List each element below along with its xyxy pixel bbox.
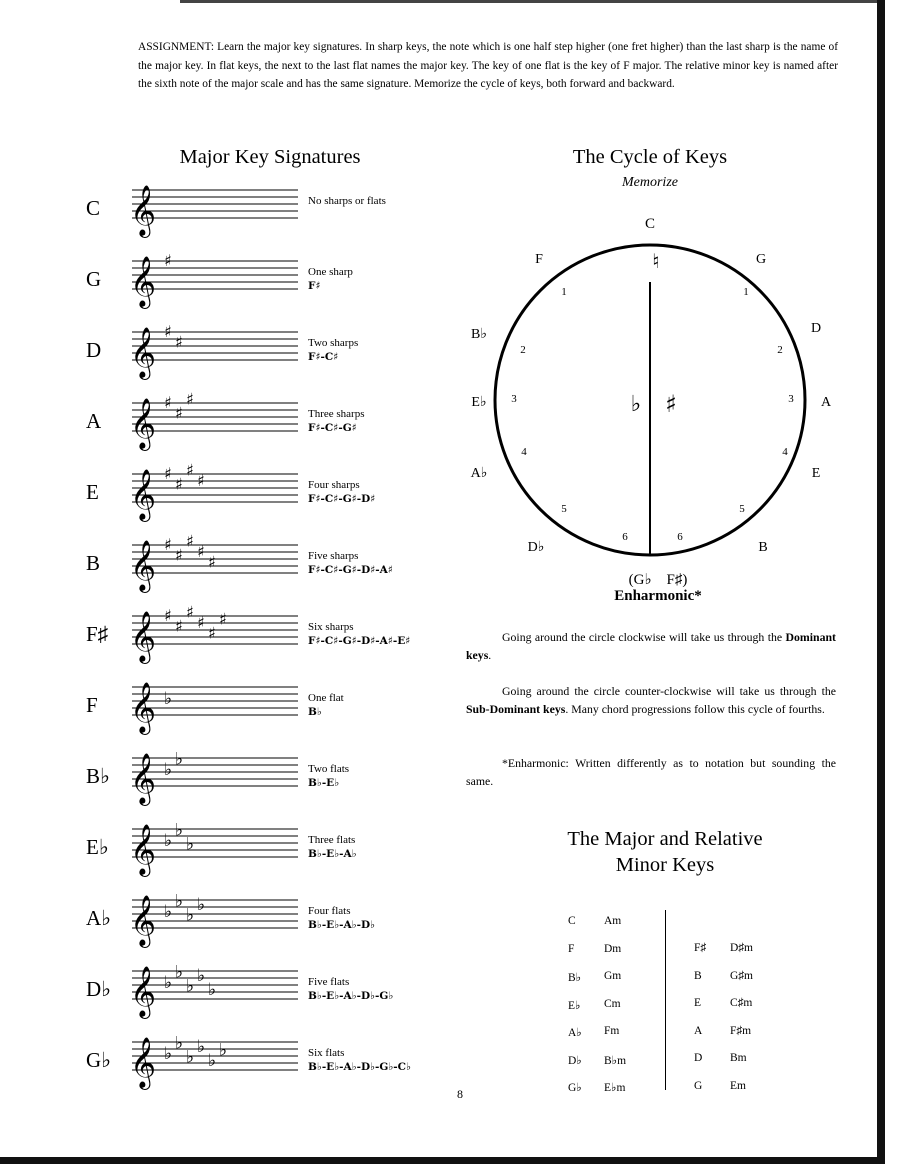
- sharp-icon: ♯: [175, 616, 183, 636]
- signature-count-text: Five sharps: [308, 550, 359, 562]
- treble-clef-icon: 𝄞: [130, 327, 157, 378]
- signature-key-name: F♯: [86, 622, 109, 646]
- flat-icon: ♭: [197, 1037, 206, 1057]
- cycle-key-left: A♭: [470, 466, 488, 481]
- cycle-step-number: 4: [782, 446, 788, 458]
- treble-clef-icon: 𝄞: [130, 256, 157, 307]
- dominant-keys-bold: Dominant keys: [466, 630, 836, 662]
- major-key: G: [694, 1079, 703, 1092]
- staff: [128, 675, 298, 737]
- flat-icon: ♭: [186, 1047, 195, 1068]
- dominant-end: .: [488, 648, 492, 662]
- cycle-step-number: 2: [777, 344, 783, 356]
- relative-minor-key: Dm: [604, 942, 622, 955]
- sharp-icon: ♯: [164, 251, 172, 270]
- signature-count-text: Two flats: [308, 763, 350, 775]
- major-key: D♭: [568, 1054, 582, 1067]
- treble-clef-icon: 𝄞: [130, 540, 157, 591]
- signature-notes: B♭-E♭-A♭-D♭-G♭: [308, 990, 394, 1002]
- signature-description: [308, 478, 478, 506]
- signature-row: [0, 462, 470, 524]
- signature-notes: B♭-E♭-A♭: [308, 848, 357, 860]
- signature-description: [308, 904, 478, 932]
- major-key: C: [568, 915, 576, 927]
- subdominant-end: . Many chord progressions follow this cycle of fourths.: [565, 702, 825, 716]
- flat-icon: ♭: [175, 1033, 184, 1054]
- signature-row: [0, 249, 470, 311]
- cycle-key-right: E: [811, 466, 821, 481]
- major-key-signatures-heading: Major Key Signatures: [179, 146, 361, 168]
- flat-icon: ♭: [175, 962, 184, 983]
- staff: [128, 249, 298, 311]
- signature-count-text: Four sharps: [308, 479, 360, 491]
- signature-notes: F♯-C♯-G♯-D♯: [308, 493, 376, 505]
- flat-icon: ♭: [175, 820, 184, 841]
- sharp-icon: ♯: [197, 471, 205, 490]
- sharp-icon: ♯: [219, 609, 227, 629]
- signature-notes: B♭-E♭: [308, 777, 340, 789]
- subdominant-paragraph: [466, 682, 836, 718]
- flat-icon: ♭: [219, 1040, 228, 1061]
- subdominant-keys-bold: Sub-Dominant keys: [466, 702, 566, 716]
- staff: [128, 178, 298, 240]
- major-key: E♭: [568, 999, 581, 1012]
- enharmonic-label: [568, 572, 748, 604]
- cycle-key-right: D: [810, 321, 822, 336]
- treble-clef-icon: 𝄞: [130, 753, 157, 804]
- signature-row: [0, 746, 470, 808]
- treble-clef-icon: 𝄞: [130, 682, 157, 733]
- signature-row: [0, 675, 470, 737]
- sharp-icon: ♯: [197, 613, 205, 632]
- signature-description: [308, 762, 478, 790]
- signature-notes: F♯: [308, 280, 321, 292]
- sharp-icon: ♯: [175, 403, 183, 423]
- signature-key-name: G♭: [86, 1048, 112, 1072]
- signature-key-name: D♭: [86, 977, 112, 1001]
- sharp-icon: ♯: [175, 332, 183, 352]
- signature-key-name: D: [86, 338, 102, 362]
- sharp-icon: ♯: [164, 322, 172, 341]
- sharp-icon: ♯: [175, 474, 183, 494]
- signature-row: [0, 391, 470, 453]
- sharp-icon: ♯: [208, 623, 216, 643]
- natural-icon: ♮: [652, 249, 660, 273]
- major-key: A♭: [568, 1027, 582, 1039]
- relative-minor-key: D♯m: [730, 942, 753, 954]
- signature-description: [308, 833, 478, 861]
- major-key: E: [694, 997, 702, 1009]
- relative-keys-divider: [665, 910, 666, 1090]
- sharp-icon: ♯: [186, 533, 194, 551]
- signature-row: [0, 533, 470, 595]
- signature-row: [0, 888, 470, 950]
- flat-icon: ♭: [164, 973, 173, 993]
- signature-key-name: A♭: [86, 906, 112, 930]
- sharp-icon: ♯: [164, 464, 172, 483]
- cycle-step-number: 1: [561, 286, 567, 298]
- sharp-icon: ♯: [175, 545, 183, 565]
- signature-key-name: B♭: [86, 764, 110, 788]
- major-key: F♯: [694, 942, 707, 954]
- treble-clef-icon: 𝄞: [130, 469, 157, 520]
- flat-icon: ♭: [186, 905, 195, 926]
- sharp-icon: ♯: [186, 604, 194, 622]
- signature-description: [308, 336, 478, 364]
- signature-key-name: F: [86, 693, 98, 717]
- flat-icon: ♭: [197, 966, 206, 986]
- cycle-step-number: 3: [511, 393, 517, 405]
- relative-heading-line1: The Major and Relative: [567, 828, 763, 850]
- relative-heading-line2: Minor Keys: [615, 854, 715, 876]
- flat-icon: ♭: [630, 392, 642, 417]
- flat-icon: ♭: [175, 749, 184, 770]
- signature-notes: B♭: [308, 706, 322, 718]
- flat-icon: ♭: [208, 980, 217, 1000]
- cycle-heading: The Cycle of Keys: [572, 146, 728, 168]
- cycle-key-right: G: [755, 252, 767, 267]
- flat-icon: ♭: [175, 891, 184, 912]
- treble-clef-icon: 𝄞: [130, 895, 157, 946]
- signature-description: [308, 975, 478, 1003]
- staff: [128, 888, 298, 950]
- assignment-text: ASSIGNMENT: Learn the major key signatures. In sharp keys, the note which is one half step higher (one fret higher) than the last sharp is the name of the major key. In flat keys, the next to the last flat names the major key. The key of one flat is the key of F major. The relative minor key is named after the sixth note of the major scale and has the same signature. Memorize the cycle of keys, both forward and backward.: [138, 41, 838, 90]
- treble-clef-icon: 𝄞: [130, 966, 157, 1017]
- relative-minor-key: Em: [730, 1079, 746, 1092]
- signature-key-name: E♭: [86, 835, 109, 859]
- signature-row: [0, 959, 470, 1021]
- signature-description: [308, 265, 478, 293]
- signature-count-text: Three sharps: [308, 408, 365, 420]
- signature-key-name: E: [86, 480, 99, 504]
- signature-key-name: G: [86, 267, 102, 291]
- signature-count-text: One sharp: [308, 266, 353, 278]
- major-key: G♭: [568, 1082, 582, 1094]
- flat-icon: ♭: [208, 1051, 217, 1071]
- signature-key-name: C: [86, 196, 101, 220]
- cycle-key-left: D♭: [527, 540, 545, 555]
- relative-minor-key: Cm: [604, 997, 621, 1010]
- staff: [128, 959, 298, 1021]
- relative-minor-heading: [530, 826, 800, 878]
- signature-row: [0, 604, 470, 666]
- sharp-icon: ♯: [164, 606, 172, 625]
- staff: [128, 391, 298, 453]
- signature-description: [308, 691, 478, 719]
- major-key: B: [694, 969, 702, 982]
- staff: [128, 817, 298, 879]
- signature-description: [308, 620, 478, 648]
- flat-icon: ♭: [164, 689, 173, 709]
- signature-row: [0, 817, 470, 879]
- cycle-key-top: C: [644, 216, 656, 232]
- treble-clef-icon: 𝄞: [130, 611, 157, 662]
- cycle-step-number: 3: [788, 393, 794, 405]
- cycle-step-number: 5: [561, 503, 567, 515]
- signature-key-name: B: [86, 551, 101, 575]
- signature-count-text: Six sharps: [308, 621, 354, 633]
- subdominant-text: Going around the circle counter-clockwise will take us through the: [502, 684, 836, 698]
- major-key: A: [694, 1024, 703, 1037]
- treble-clef-icon: 𝄞: [130, 1037, 157, 1088]
- signature-count-text: Five flats: [308, 976, 350, 988]
- relative-minor-key: E♭m: [604, 1082, 626, 1094]
- treble-clef-icon: 𝄞: [130, 824, 157, 875]
- flat-icon: ♭: [197, 895, 206, 915]
- cycle-subtitle: Memorize: [622, 175, 678, 190]
- enharmonic-title: Enharmonic*: [614, 588, 702, 604]
- treble-clef-icon: 𝄞: [130, 398, 157, 449]
- signature-notes: F♯-C♯-G♯: [308, 422, 357, 434]
- signature-notes: B♭-E♭-A♭-D♭: [308, 919, 376, 931]
- relative-minor-key: Bm: [730, 1052, 747, 1064]
- cycle-of-keys-diagram: [460, 200, 880, 620]
- cycle-step-number: 6: [622, 531, 628, 543]
- flat-icon: ♭: [186, 834, 195, 855]
- signature-count-text: Two sharps: [308, 337, 359, 349]
- dominant-paragraph: [466, 628, 836, 664]
- cycle-key-left: B♭: [471, 327, 487, 342]
- signature-count-text: Three flats: [308, 834, 356, 846]
- sharp-icon: ♯: [186, 462, 194, 480]
- relative-minor-key: Fm: [604, 1025, 620, 1037]
- cycle-key-left: E♭: [471, 395, 487, 410]
- cycle-key-right: B: [758, 540, 768, 555]
- cycle-step-number: 6: [677, 531, 683, 543]
- flat-icon: ♭: [164, 760, 173, 780]
- signature-row: [0, 320, 470, 382]
- sharp-icon: ♯: [208, 552, 216, 572]
- dominant-text: Going around the circle clockwise will take us through the: [502, 630, 786, 644]
- signature-row: [0, 1030, 470, 1092]
- flat-icon: ♭: [164, 831, 173, 851]
- bottom-border: [0, 1157, 885, 1164]
- signature-count-text: Six flats: [308, 1047, 345, 1059]
- sharp-icon: ♯: [186, 391, 194, 409]
- cycle-key-right: A: [820, 395, 832, 410]
- cycle-step-number: 4: [521, 446, 527, 458]
- sharp-icon: ♯: [665, 390, 677, 418]
- signature-description: [308, 407, 478, 435]
- top-border: [180, 0, 877, 3]
- enharmonic-pair: (G♭ F♯): [628, 572, 688, 588]
- staff: [128, 320, 298, 382]
- signature-key-name: A: [86, 409, 102, 433]
- relative-minor-key: C♯m: [730, 997, 753, 1009]
- signature-notes: F♯-C♯-G♯-D♯-A♯-E♯: [308, 635, 411, 647]
- staff: [128, 1030, 298, 1092]
- staff: [128, 462, 298, 524]
- signature-notes: B♭-E♭-A♭-D♭-G♭-C♭: [308, 1061, 411, 1073]
- staff: [128, 746, 298, 808]
- cycle-key-left: F: [535, 252, 543, 267]
- relative-minor-key: G♯m: [730, 969, 753, 982]
- signature-description: [308, 194, 478, 208]
- staff: [128, 533, 298, 595]
- relative-minor-key: Gm: [604, 970, 622, 982]
- staff: [128, 604, 298, 666]
- signature-count-text: One flat: [308, 692, 344, 704]
- signature-notes: F♯-C♯: [308, 351, 339, 363]
- cycle-step-number: 2: [520, 344, 526, 356]
- signature-row: [0, 178, 470, 240]
- cycle-step-number: 5: [739, 503, 745, 515]
- signature-count-text: Four flats: [308, 905, 351, 917]
- relative-minor-key: B♭m: [604, 1054, 627, 1067]
- flat-icon: ♭: [186, 976, 195, 997]
- cycle-step-number: 1: [743, 286, 749, 298]
- signature-notes: F♯-C♯-G♯-D♯-A♯: [308, 564, 393, 576]
- signature-description: [308, 1046, 478, 1074]
- flat-icon: ♭: [164, 1044, 173, 1064]
- major-key: D: [694, 1052, 703, 1064]
- sharp-icon: ♯: [197, 542, 205, 561]
- signature-description: [308, 549, 478, 577]
- relative-minor-key: Am: [604, 915, 622, 927]
- page-number: 8: [457, 1087, 463, 1101]
- treble-clef-icon: 𝄞: [130, 185, 157, 236]
- major-key: F: [568, 942, 575, 955]
- major-key: B♭: [568, 972, 582, 984]
- sharp-icon: ♯: [164, 535, 172, 554]
- flat-icon: ♭: [164, 902, 173, 922]
- enharmonic-footnote: *Enharmonic: Written differently as to notation but sounding the same.: [466, 756, 836, 788]
- relative-minor-key: F♯m: [730, 1024, 752, 1037]
- signature-count-text: No sharps or flats: [308, 195, 386, 207]
- sharp-icon: ♯: [164, 393, 172, 412]
